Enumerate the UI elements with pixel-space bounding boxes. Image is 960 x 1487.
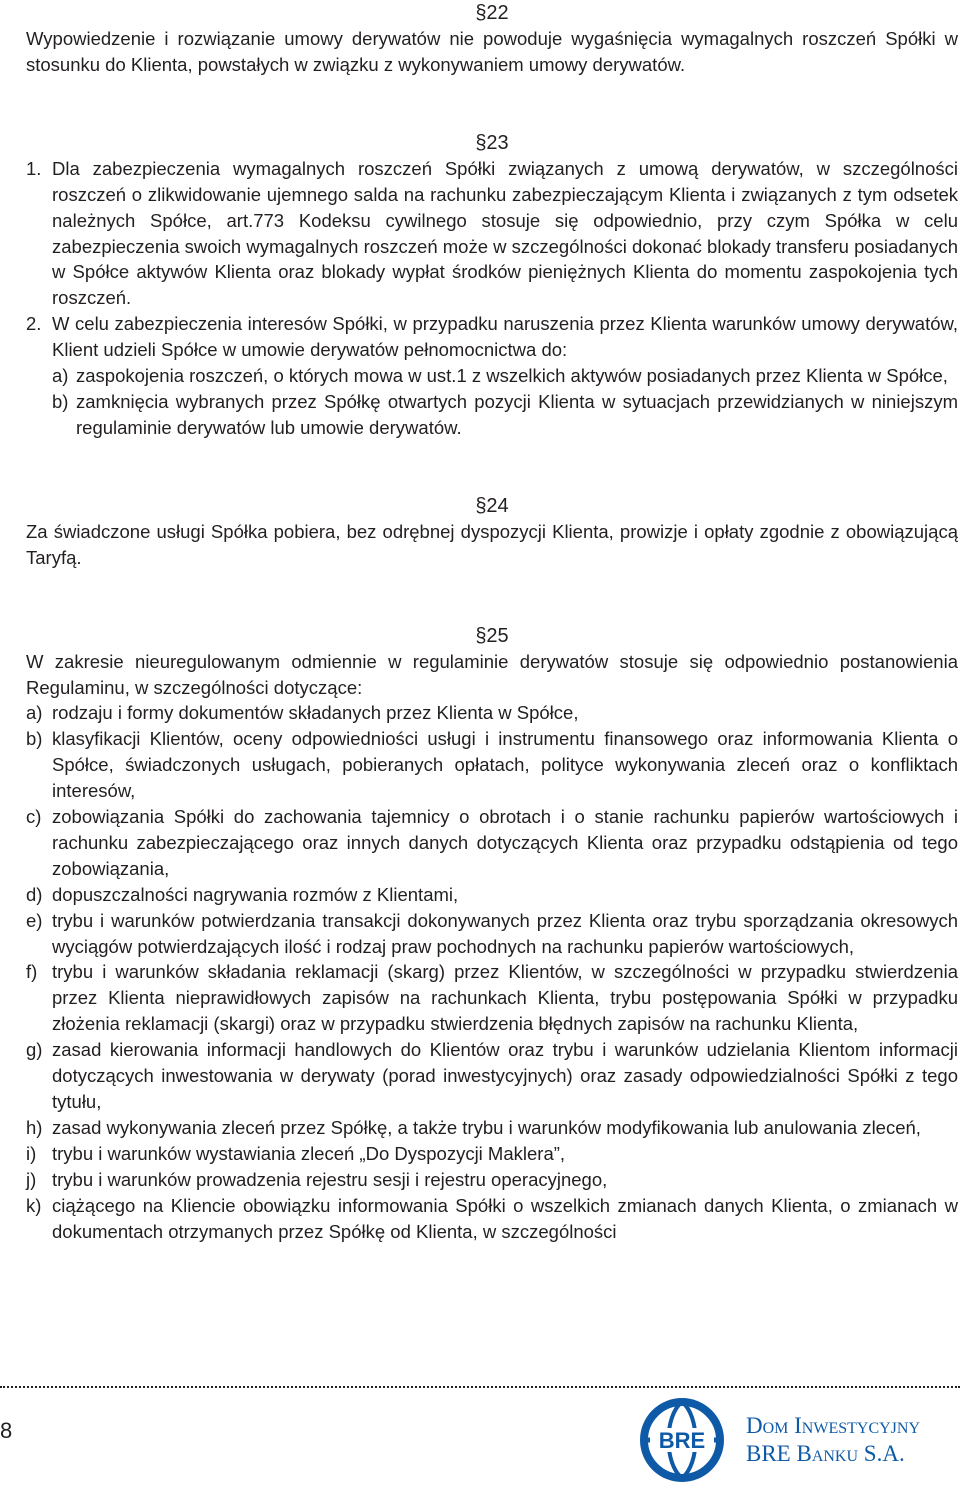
list-item <box>26 1141 958 1167</box>
section-23-paragraph-1 <box>26 156 958 311</box>
list-item <box>26 1193 958 1245</box>
section-22-text: Wypowiedzenie i rozwiązanie umowy derywatów nie powoduje wygaśnięcia wymagalnych roszczeń Spółki w stosunku do Klienta, powstałych w związku z wykonywaniem umowy derywatów. <box>26 28 958 75</box>
logo-text <box>746 1412 956 1468</box>
list-item <box>52 363 958 389</box>
section-25-list <box>26 700 958 1244</box>
list-marker: d) <box>26 883 43 905</box>
list-item-text: zasad wykonywania zleceń przez Spółkę, a także trybu i warunków modyfikowania lub anulowania zleceń, <box>52 1116 921 1138</box>
section-title-25: §25 <box>475 624 509 647</box>
list-marker: a) <box>52 365 69 387</box>
list-marker: e) <box>26 909 43 931</box>
list-item-text: dopuszczalności nagrywania rozmów z Klientami, <box>52 883 459 905</box>
section-title-23: §23 <box>475 131 509 154</box>
logo-mark-text: BRE <box>658 1428 706 1453</box>
document-body <box>26 0 958 1244</box>
footer-divider <box>0 1386 960 1388</box>
section-24-text: Za świadczone usługi Spółka pobiera, bez odrębnej dyspozycji Klienta, prowizje i opłaty zgodnie z obowiązującą Taryfą. <box>26 520 958 568</box>
section-25-intro: W zakresie nieuregulowanym odmiennie w regulaminie derywatów stosuje się odpowiednio postanowienia Regulaminu, w szczególności dotyczące: <box>26 650 958 698</box>
list-item-text: zobowiązania Spółki do zachowania tajemnicy o obrotach i o stanie rachunku papierów wartościowych i rachunku zabezpieczającego oraz innych danych dotyczących Klienta oraz przypadku odstąpienia od tego zobowiązania, <box>52 806 958 879</box>
list-marker: g) <box>26 1039 43 1061</box>
section-23-paragraph-2 <box>26 311 958 441</box>
list-marker: b) <box>26 728 43 750</box>
list-marker: i) <box>26 1142 37 1164</box>
paragraph-marker: 2. <box>26 313 42 335</box>
paragraph-text <box>52 311 958 441</box>
list-marker: k) <box>26 1194 42 1216</box>
list-item-text: klasyfikacji Klientów, oceny odpowiedniości usługi i instrumentu finansowego oraz informowania Klienta o Spółce, świadczonych usługach, pobieranych opłatach, polityce wykonywania zleceń oraz o konfliktach interesów, <box>52 728 958 802</box>
list-item <box>26 700 958 726</box>
list-item <box>52 389 958 441</box>
list-marker: h) <box>26 1116 43 1138</box>
list-item <box>26 726 958 804</box>
list-item-text: trybu i warunków wystawiania zleceń „Do Dyspozycji Maklera”, <box>52 1142 566 1164</box>
list-item-text: trybu i warunków prowadzenia rejestru sesji i rejestru operacyjnego, <box>52 1168 608 1190</box>
list-item-text: zamknięcia wybranych przez Spółkę otwartych pozycji Klienta w sytuacjach przewidzianych w niniejszym regulaminie derywatów lub umowie derywatów. <box>76 390 958 438</box>
list-item <box>26 1167 958 1193</box>
list-item-text: trybu i warunków potwierdzania transakcji dokonywanych przez Klienta oraz trybu sporządzania okresowych wyciągów potwierdzających ilość i rodzaj praw pochodnych na rachunku papierów wartościowych, <box>52 909 958 957</box>
company-logo <box>630 1398 958 1482</box>
list-item-text: trybu i warunków składania reklamacji (skarg) przez Klientów, w szczególności w przypadku stwierdzenia przez Klienta nieprawidłowych zapisów na rachunkach Klienta, trybu postępowania Spółki w przypadku złożenia reklamacji (skargi) oraz w przypadku stwierdzenia błędnych zapisów na rachunku Klienta, <box>52 961 958 1035</box>
list-item-text: rodzaju i formy dokumentów składanych przez Klienta w Spółce, <box>52 702 579 724</box>
list-marker: c) <box>26 806 42 828</box>
list-marker: b) <box>52 390 69 412</box>
list-item-text: zaspokojenia roszczeń, o których mowa w ust.1 z wszelkich aktywów posiadanych przez Klienta w Spółce, <box>76 365 948 387</box>
list-marker: j) <box>26 1168 37 1190</box>
paragraph-text: Dla zabezpieczenia wymagalnych roszczeń Spółki związanych z umową derywatów, w szczególności roszczeń o zlikwidowanie ujemnego salda na rachunku zabezpieczającym Klienta i związanych z tym odsetek należnych Spółce, art.773 Kodeksu cywilnego stosuje się odpowiednio, przy czym Spółka w celu zabezpieczenia swoich wymagalnych roszczeń może w szczególności dokonać blokady transferu posiadanych w Spółce aktywów Klienta oraz blokady wypłat środków pieniężnych Klienta do momentu zaspokojenia tych roszczeń. <box>52 157 958 309</box>
list-item <box>26 1037 958 1115</box>
paragraph-marker: 1. <box>26 157 42 179</box>
list-marker: a) <box>26 702 43 724</box>
globe-logo-icon <box>630 1398 734 1482</box>
page-number: 8 <box>0 1418 13 1443</box>
list-item <box>26 959 958 1037</box>
section-title-24: §24 <box>475 494 509 517</box>
list-item-text: ciążącego na Kliencie obowiązku informowania Spółki o wszelkich zmianach danych Klienta, o zmianach w dokumentach otrzymanych przez Spółkę od Klienta, w szczególności <box>52 1194 958 1242</box>
list-marker: f) <box>26 961 38 983</box>
section-title-22: §22 <box>475 2 509 24</box>
list-item <box>26 804 958 882</box>
logo-text-line-1: Dom Inwestycyjny <box>746 1413 921 1438</box>
list-item <box>26 1115 958 1141</box>
list-item <box>26 882 958 908</box>
list-item <box>26 908 958 960</box>
list-item-text: zasad kierowania informacji handlowych do Klientów oraz trybu i warunków udzielania Klientom informacji dotyczących inwestowania w derywaty (porad inwestycyjnych) oraz zasady odpowiedzialności Spółki z tego tytułu, <box>52 1039 958 1112</box>
paragraph-2-text: W celu zabezpieczenia interesów Spółki, w przypadku naruszenia przez Klienta warunków umowy derywatów, Klient udzieli Spółce w umowie derywatów pełnomocnictwa do: <box>52 313 958 361</box>
logo-text-line-2: BRE Banku S.A. <box>746 1441 905 1466</box>
